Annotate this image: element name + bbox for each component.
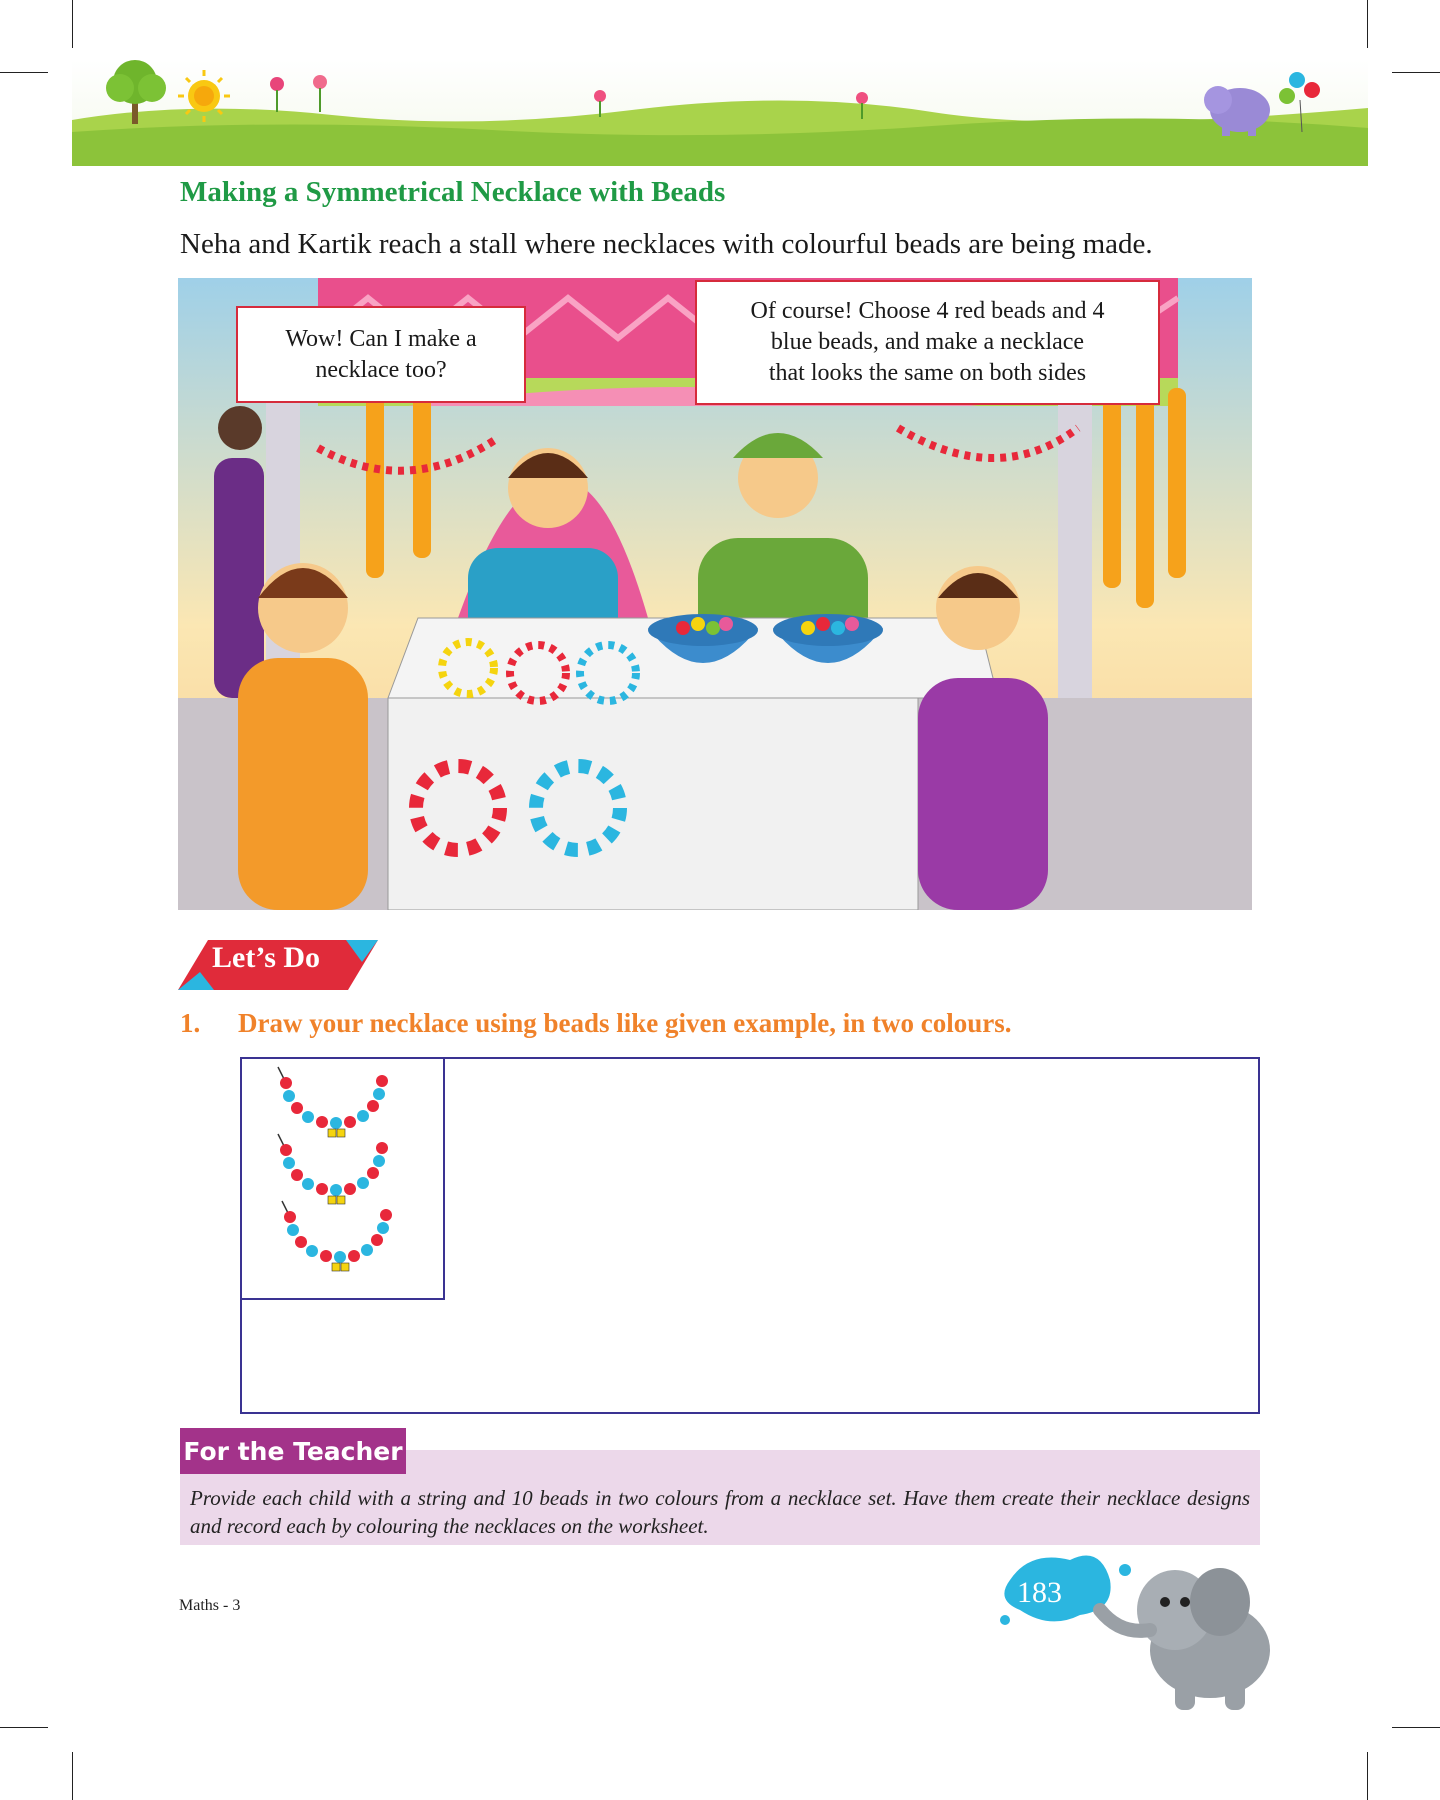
crop-mark [72,0,73,48]
example-necklaces [240,1057,445,1300]
crop-mark [0,1727,48,1728]
teacher-note-text: Provide each child with a string and 10 beads in two colours from a necklace set. Have them create their necklace designs and record each by colouring the necklaces on the worksheet. [190,1486,1250,1538]
book-name: Maths - 3 [179,1597,241,1614]
crop-mark [0,72,48,73]
example-necklace-drawing [242,1059,443,1298]
speech-line: blue beads, and make a necklace [770,329,1085,355]
speech-line: that looks the same on both sides [768,360,1087,386]
elephant-mascot-icon [990,1540,1290,1720]
page-number: 183 [1017,1576,1062,1609]
speech-line: Wow! Can I make a [285,325,477,352]
crop-mark [1392,1727,1440,1728]
speech-bubble-seller [695,280,1160,405]
header-banner [72,60,1368,166]
page-title: Making a Symmetrical Necklace with Beads [180,176,726,208]
crop-mark [1392,72,1440,73]
question-number: 1. [180,1008,201,1038]
speech-line: necklace too? [315,356,447,383]
speech-bubble-neha [236,306,526,403]
crop-mark [72,1752,73,1800]
question-text: Draw your necklace using beads like given example, in two colours. [238,1008,1012,1038]
lets-do-label: Let’s Do [212,941,321,974]
teacher-note-label: For the Teacher [180,1428,406,1474]
crop-mark [1367,1752,1368,1800]
intro-text: Neha and Kartik reach a stall where necklaces with colourful beads are being made. [180,228,1153,260]
speech-line: Of course! Choose 4 red beads and 4 [750,298,1105,324]
crop-mark [1367,0,1368,48]
